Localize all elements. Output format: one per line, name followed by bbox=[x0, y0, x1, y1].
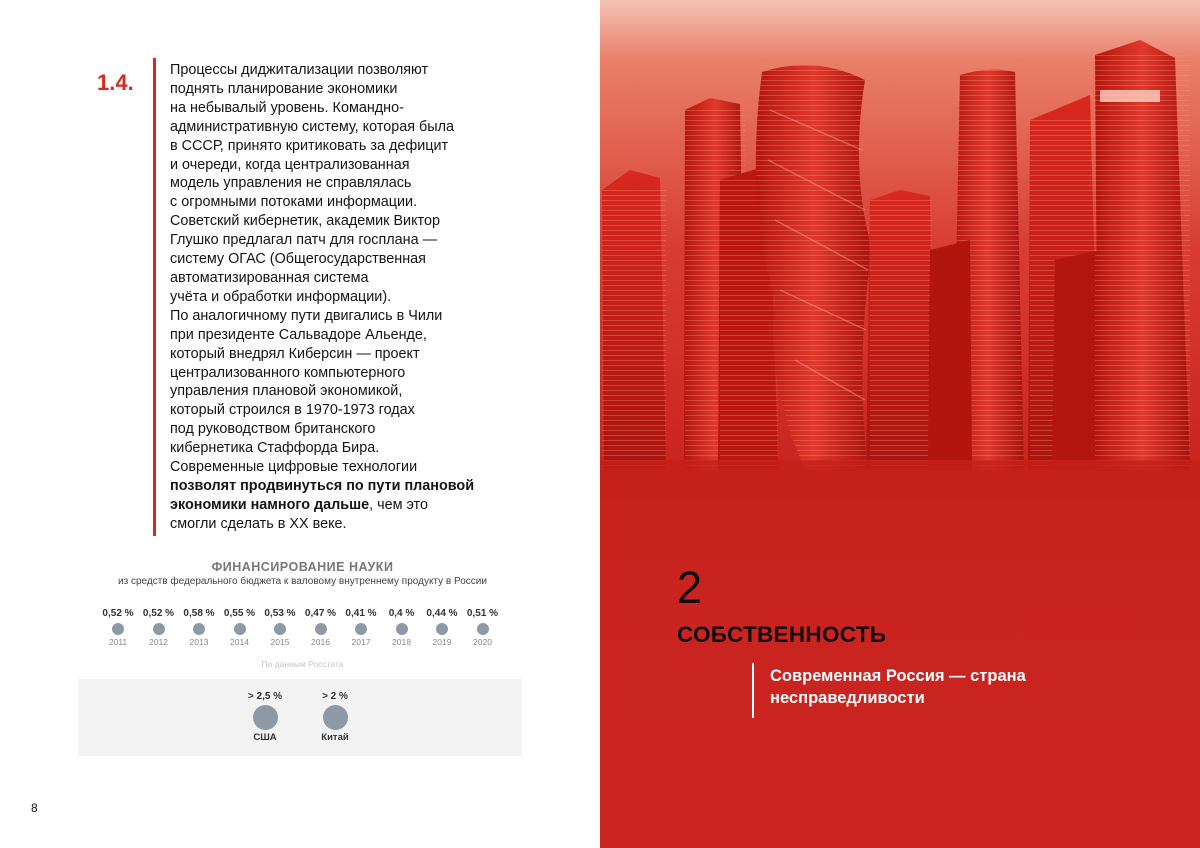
body-line: с огромными потоками информации. bbox=[170, 194, 418, 211]
body-line: централизованного компьютерного bbox=[170, 364, 406, 381]
data-point-value: 0,55 % bbox=[223, 608, 256, 619]
emphasis-text: экономики намного дальше bbox=[170, 496, 370, 513]
data-point-year: 2016 bbox=[311, 637, 330, 647]
body-line: автоматизированная система bbox=[170, 269, 369, 286]
body-line: на небывалый уровень. Командно- bbox=[170, 99, 404, 116]
data-point bbox=[259, 608, 301, 647]
comparison-dot bbox=[323, 705, 348, 730]
data-point bbox=[462, 608, 504, 647]
data-point-year: 2020 bbox=[473, 637, 492, 647]
data-point-dot bbox=[274, 623, 286, 635]
body-line-emphasis bbox=[170, 496, 490, 515]
chapter-title: СОБСТВЕННОСТЬ bbox=[677, 622, 887, 647]
data-point bbox=[97, 608, 139, 647]
data-point-value: 0,47 % bbox=[304, 608, 337, 619]
data-point-value: 0,51 % bbox=[466, 608, 499, 619]
data-point-year: 2015 bbox=[270, 637, 290, 647]
emphasis-text: позволят продвинуться по пути плановой bbox=[170, 477, 475, 494]
body-line: поднять планирование экономики bbox=[170, 80, 398, 97]
comparison-label: Китай bbox=[321, 732, 349, 743]
comparison-dot bbox=[253, 705, 278, 730]
chapter-cover bbox=[600, 0, 1200, 848]
comparison-value: > 2,5 % bbox=[247, 691, 283, 702]
comparison-item bbox=[305, 691, 365, 743]
body-line: и очереди, когда централизованная bbox=[170, 156, 410, 173]
data-point-year: 2019 bbox=[432, 637, 452, 647]
data-point-value: 0,41 % bbox=[345, 608, 377, 619]
data-point-dot bbox=[193, 623, 205, 635]
body-line: модель управления не справлялась bbox=[170, 175, 412, 192]
data-point-year: 2014 bbox=[230, 637, 249, 647]
data-point-value: 0,52 % bbox=[102, 608, 134, 619]
data-point-dot bbox=[153, 623, 165, 635]
body-line: под руководством британского bbox=[170, 421, 376, 438]
comparison-item bbox=[235, 691, 295, 743]
body-tail: , чем это bbox=[369, 496, 428, 513]
chapter-number: 2 bbox=[677, 562, 703, 613]
body-line: кибернетика Стаффорда Бира. bbox=[170, 440, 380, 457]
data-point-value: 0,53 % bbox=[264, 608, 296, 619]
body-line: который внедрял Киберсин — проект bbox=[170, 345, 420, 362]
body-line: Советский кибернетик, академик Виктор bbox=[170, 213, 440, 230]
chapter-subtitle-line: несправедливости bbox=[770, 689, 925, 707]
body-line-emphasis bbox=[170, 477, 490, 496]
body-line: административную систему, которая была bbox=[170, 118, 455, 135]
data-point-dot bbox=[234, 623, 246, 635]
body-line: Процессы диджитализации позволяют bbox=[170, 62, 429, 78]
section-rule bbox=[153, 58, 156, 536]
body-line: управления плановой экономикой, bbox=[170, 383, 403, 400]
data-point bbox=[421, 608, 463, 647]
data-point-dot bbox=[477, 623, 489, 635]
section-number: 1.4. bbox=[97, 70, 134, 95]
chapter-rule bbox=[752, 663, 754, 718]
comparison-label: США bbox=[253, 732, 277, 743]
data-point-value: 0,4 % bbox=[388, 608, 415, 619]
data-point bbox=[340, 608, 382, 647]
data-point-year: 2017 bbox=[351, 637, 371, 647]
data-point-dot bbox=[436, 623, 448, 635]
chart-subtitle: из средств федерального бюджета к валовому внутреннему продукту в России bbox=[118, 576, 487, 587]
data-point-dot bbox=[355, 623, 367, 635]
data-point-year: 2011 bbox=[108, 637, 128, 647]
data-point-dot bbox=[315, 623, 327, 635]
body-text bbox=[170, 61, 490, 534]
body-line: который строился в 1970-1973 годах bbox=[170, 402, 415, 419]
chart-title: ФИНАНСИРОВАНИЕ НАУКИ bbox=[211, 560, 394, 574]
body-line: учёта и обработки информации). bbox=[170, 288, 392, 305]
body-line: Современные цифровые технологии bbox=[170, 459, 418, 476]
data-point bbox=[219, 608, 261, 647]
data-point-year: 2013 bbox=[189, 637, 209, 647]
chapter-subtitle bbox=[770, 665, 1070, 709]
data-point-year: 2018 bbox=[392, 637, 411, 647]
body-line: смогли сделать в XX веке. bbox=[170, 515, 347, 532]
source-note: По данным Росстата bbox=[261, 659, 344, 669]
data-point-dot bbox=[112, 623, 124, 635]
data-point-value: 0,44 % bbox=[426, 608, 458, 619]
body-line: По аналогичному пути двигались в Чили bbox=[170, 307, 443, 324]
page-number: 8 bbox=[31, 801, 38, 815]
comparison-panel bbox=[78, 679, 522, 756]
data-point bbox=[300, 608, 342, 647]
data-point bbox=[138, 608, 180, 647]
comparison-value: > 2 % bbox=[322, 691, 348, 702]
body-line: при президенте Сальвадоре Альенде, bbox=[170, 326, 427, 343]
chapter-subtitle-line: Современная Россия — страна bbox=[770, 667, 1026, 685]
body-line: в СССР, принято критиковать за дефицит bbox=[170, 137, 449, 154]
city-skyline-image bbox=[600, 0, 1200, 560]
funding-series bbox=[97, 608, 507, 650]
data-point bbox=[178, 608, 220, 647]
data-point-value: 0,52 % bbox=[142, 608, 175, 619]
data-point-year: 2012 bbox=[149, 637, 168, 647]
data-point-dot bbox=[396, 623, 408, 635]
data-point bbox=[381, 608, 423, 647]
body-line: Глушко предлагал патч для госплана — bbox=[170, 232, 438, 249]
body-line: систему ОГАС (Общегосударственная bbox=[170, 251, 426, 268]
data-point-value: 0,58 % bbox=[183, 608, 215, 619]
